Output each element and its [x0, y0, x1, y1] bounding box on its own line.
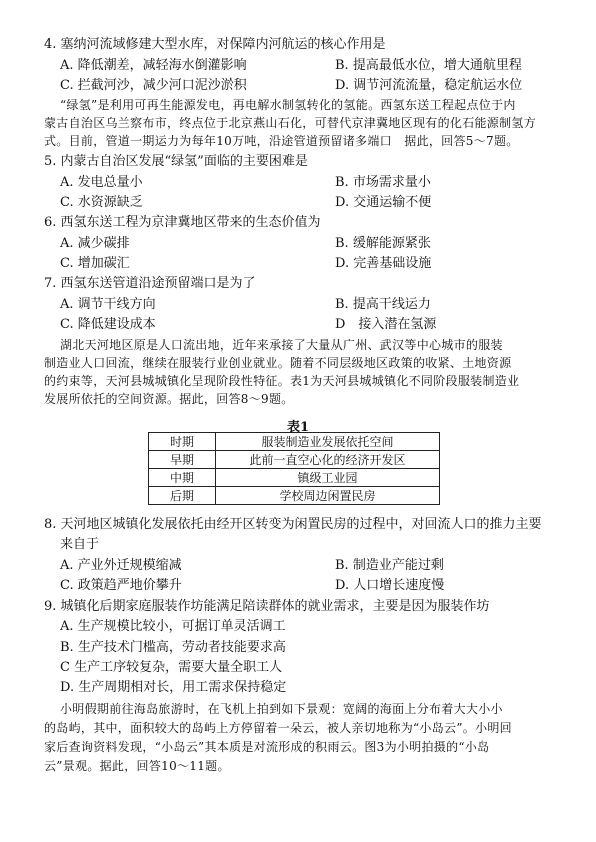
q5-option-c: C. 水资源缺乏: [60, 195, 143, 210]
table-row: [149, 469, 440, 487]
table-row: [149, 451, 440, 469]
passage-1-line-1: “绿氢”是利用可再生能源发电，再电解水制氢转化的氢能。西氢东送工程起点位于内: [60, 98, 516, 112]
passage-1-line-2: 蒙古自治区乌兰察布市，终点位于北京燕山石化，可替代京津冀地区现有的化石能源制氢方: [44, 116, 537, 130]
q6-option-d: D. 完善基础设施: [335, 256, 432, 271]
passage-1-line-3: 式。目前，管道一期运力为每年10万吨，沿途管道预留诸多端口 据此，回答5～7题。: [44, 134, 519, 148]
q8-option-d: D. 人口增长速度慢: [335, 578, 445, 593]
table-cell: 镇级工业园: [216, 469, 440, 487]
q7-option-c: C. 降低建设成本: [60, 317, 156, 332]
q6-stem: 6. 西氢东送工程为京津冀地区带来的生态价值为: [44, 215, 321, 230]
passage-2-line-1: 湖北天河地区原是人口流出地，近年来承接了大量从广州、武汉等中心城市的服装: [60, 338, 503, 352]
q8-option-b: B. 制造业产能过剩: [335, 558, 444, 573]
passage-3-line-2: 的岛屿，其中，面积较大的岛屿上方停留着一朵云，被人亲切地称为“小岛云”。小明回: [44, 721, 512, 735]
passage-2-line-2: 制造业人口回流，继续在服装行业创业就业。随着不同层级地区政策的收紧、土地资源: [44, 356, 512, 370]
passage-3-line-1: 小明假期前往海岛旅游时，在飞机上拍到如下景观：宽阔的海面上分布着大大小小: [60, 702, 503, 716]
q7-option-b: B. 提高干线运力: [335, 297, 431, 312]
q8-stem-line-2: 来自于: [60, 537, 100, 552]
table-1: [148, 432, 440, 505]
table-row: [149, 487, 440, 505]
q4-option-d: D. 调节河流流量，稳定航运水位: [335, 78, 523, 93]
q9-option-a: A. 生产规模比较小，可据订单灵活调工: [60, 619, 286, 634]
table-cell: 中期: [149, 469, 216, 487]
table-header-cell: 服装制造业发展依托空间: [216, 433, 440, 451]
q5-option-b: B. 市场需求量小: [335, 175, 431, 190]
q4-option-b: B. 提高最低水位，增大通航里程: [335, 58, 522, 73]
table-header-cell: 时期: [149, 433, 216, 451]
q5-option-a: A. 发电总量小: [60, 175, 143, 190]
table-cell: 后期: [149, 487, 216, 505]
table-header-row: [149, 433, 440, 451]
q6-option-b: B. 缓解能源紧张: [335, 236, 431, 251]
q8-stem-line-1: 8. 天河地区城镇化发展依托由经开区转变为闲置民房的过程中，对回流人口的推力主要: [44, 517, 542, 532]
q8-option-c: C. 政策趋严地价攀升: [60, 578, 182, 593]
q9-stem: 9. 城镇化后期家庭服装作坊能满足陪读群体的就业需求，主要是因为服装作坊: [44, 599, 490, 614]
q8-option-a: A. 产业外迁规模缩减: [60, 558, 182, 573]
table-title: 表1: [286, 420, 310, 435]
q7-option-a: A. 调节干线方向: [60, 297, 156, 312]
passage-2-line-4: 发展所依托的空间资源。据此，回答8～9题。: [44, 392, 294, 406]
q7-option-d: D 接入潜在氢源: [335, 317, 437, 332]
q4-option-c: C. 拦截河沙，减少河口泥沙淤积: [60, 78, 247, 93]
q4-stem: 4. 塞纳河流域修建大型水库，对保障内河航运的核心作用是: [44, 37, 386, 52]
q5-stem: 5. 内蒙古自治区发展“绿氢”面临的主要困难是: [44, 154, 308, 169]
table-cell: 学校周边闲置民房: [216, 487, 440, 505]
passage-3-line-4: 云”景观。据此，回答10～11题。: [44, 759, 230, 773]
q7-stem: 7. 西氢东送管道沿途预留端口是为了: [44, 276, 256, 291]
table-cell: 早期: [149, 451, 216, 469]
q5-option-d: D. 交通运输不便: [335, 195, 432, 210]
q6-option-c: C. 增加碳汇: [60, 256, 130, 271]
q9-option-c: C 生产工序较复杂，需要大量全职工人: [60, 660, 283, 675]
q9-option-b: B. 生产技术门槛高，劳动者技能要求高: [60, 640, 286, 655]
q9-option-d: D. 生产周期相对长，用工需求保持稳定: [60, 680, 287, 695]
q6-option-a: A. 减少碳排: [60, 236, 130, 251]
passage-3-line-3: 家后查询资料发现，“小岛云”其本质是对流形成的积雨云。图3为小明拍摄的“小岛: [44, 740, 490, 754]
passage-2-line-3: 的约束等，天河县城城镇化呈现阶段性特征。表1为天河县城城镇化不同阶段服装制造业: [44, 374, 520, 388]
table-cell: 此前一直空心化的经济开发区: [216, 451, 440, 469]
q4-option-a: A. 降低潮差，减轻海水倒灌影响: [60, 58, 247, 73]
